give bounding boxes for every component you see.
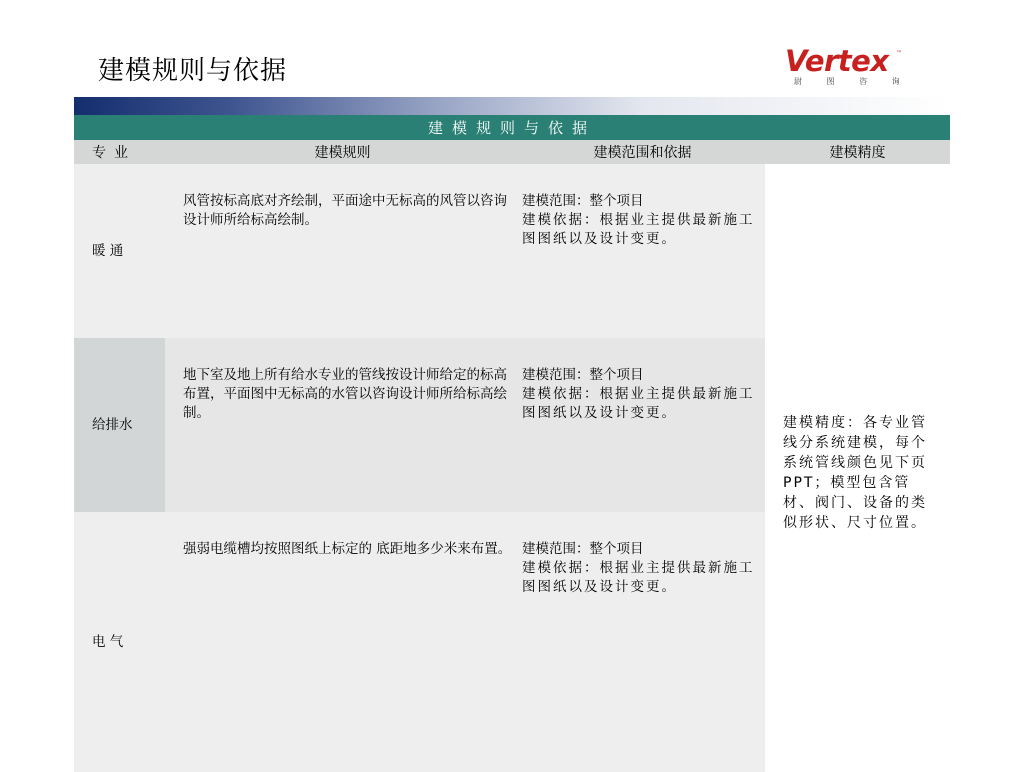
basis-cell <box>520 512 765 772</box>
header-precision: 建模精度 <box>765 140 950 164</box>
rules-cell: 强弱电缆槽均按照图纸上标定的 底距地多少米来布置。 <box>165 512 520 772</box>
logo-wordmark: Vertex <box>785 44 889 78</box>
header-major: 专业 <box>74 140 165 164</box>
vertex-logo <box>785 46 915 96</box>
table-banner: 建模规则与依据 <box>74 115 950 140</box>
rules-cell: 地下室及地上所有给水专业的管线按设计师给定的标高布置，平面图中无标高的水管以咨询设计师所给标高绘制。 <box>165 338 520 512</box>
table-row <box>74 164 950 338</box>
basis-scope: 建模范围：整个项目 <box>522 367 644 383</box>
table-header-row <box>74 140 950 164</box>
header-basis: 建模范围和依据 <box>520 140 765 164</box>
modeling-rules-table <box>74 115 950 772</box>
precision-cell <box>765 164 950 772</box>
basis-scope: 建模范围：整个项目 <box>522 193 644 209</box>
logo-trademark: ™ <box>896 50 902 57</box>
table-banner-row <box>74 115 950 140</box>
logo-subtitle: 尉 图 咨 询 <box>794 77 911 86</box>
basis-scope: 建模范围：整个项目 <box>522 541 644 557</box>
rules-cell: 风管按标高底对齐绘制，平面途中无标高的风管以咨询设计师所给标高绘制。 <box>165 164 520 338</box>
basis-source: 建模依据：根据业主提供最新施工图图纸以及设计变更。 <box>522 386 755 421</box>
page-title: 建模规则与依据 <box>98 56 288 86</box>
basis-source: 建模依据：根据业主提供最新施工图图纸以及设计变更。 <box>522 560 755 595</box>
basis-source: 建模依据：根据业主提供最新施工图图纸以及设计变更。 <box>522 212 755 247</box>
major-cell: 给排水 <box>74 338 165 512</box>
basis-cell <box>520 338 765 512</box>
header-rules: 建模规则 <box>165 140 520 164</box>
precision-text: 建模精度：各专业管线分系统建模，每个系统管线颜色见下页PPT；模型包含管材、阀门、设备的类似形状、尺寸位置。 <box>783 415 927 531</box>
major-cell: 电 气 <box>74 512 165 772</box>
major-cell: 暖 通 <box>74 164 165 338</box>
title-gradient-bar <box>74 97 950 115</box>
basis-cell <box>520 164 765 338</box>
